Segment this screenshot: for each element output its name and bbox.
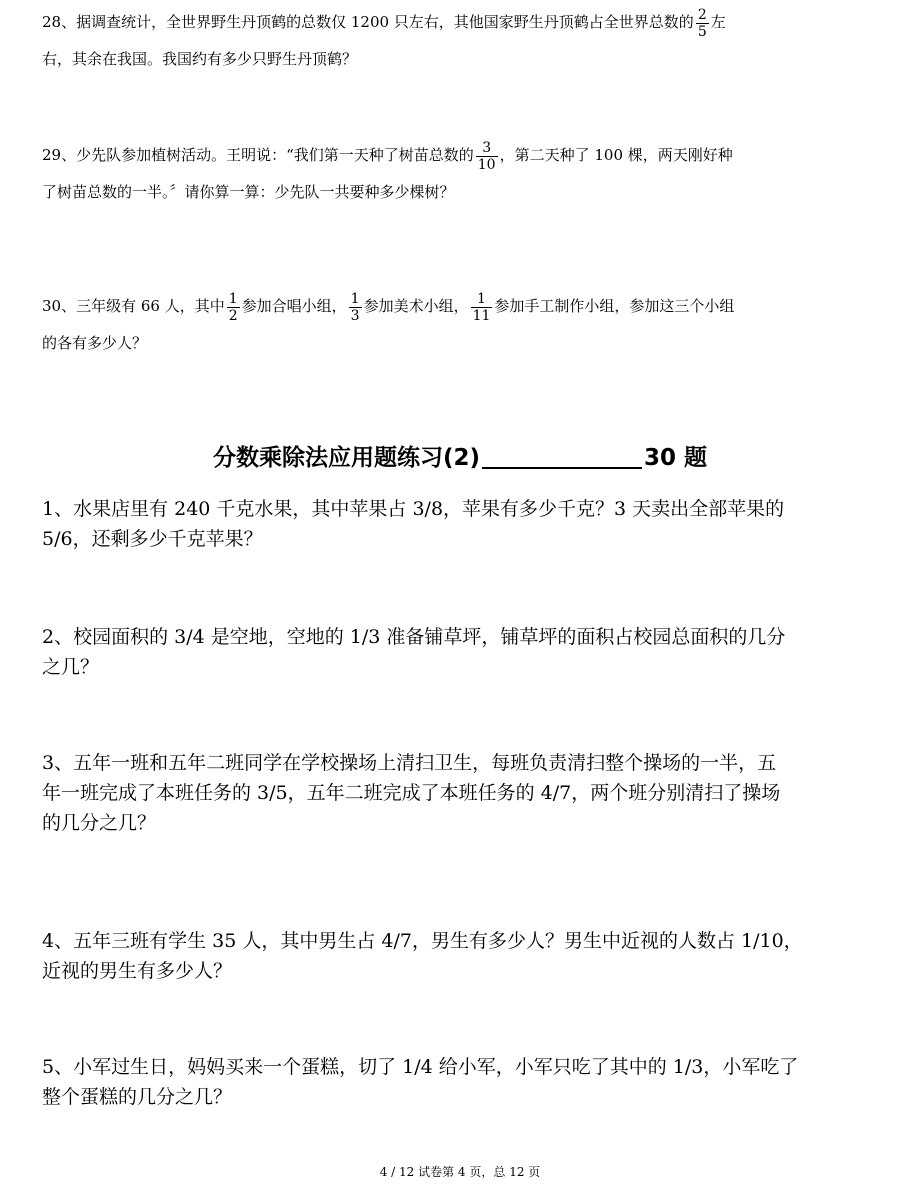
question-30 — [42, 288, 872, 362]
problem-3 — [42, 748, 872, 838]
fraction: $\frac{2}{5}$ — [697, 6, 707, 40]
problem-2-line-2: 之几？ — [42, 656, 100, 678]
fraction: $\frac{3}{10}$ — [477, 139, 496, 173]
question-28-line-1: 28、据调查统计，全世界野生丹顶鹤的总数仅 1200 只左右，其他国家野生丹顶鹤占全世界总数的 $\frac{2}{5}$ 左 — [42, 6, 726, 40]
fraction: $\frac{1}{2}$ — [228, 290, 238, 324]
problem-1-line-2: 5/6，还剩多少千克苹果？ — [42, 528, 263, 550]
section-title-text: 分数乘除法应用题练习(2) — [212, 445, 480, 471]
problem-3-line-2: 年一班完成了本班任务的 3/5，五年二班完成了本班任务的 4/7，两个班分别清扫了操场 — [42, 782, 781, 804]
name-blank-line — [482, 443, 642, 469]
problem-4 — [42, 926, 872, 986]
section-title-count: 30 题 — [644, 445, 708, 471]
question-28 — [42, 4, 872, 78]
problem-2-line-1: 2、校园面积的 3/4 是空地，空地的 1/3 准备铺草坪，铺草坪的面积占校园总面积的几分 — [42, 626, 786, 648]
question-29-line-1: 29、少先队参加植树活动。王明说：“我们第一天种了树苗总数的 $\frac{3}{10}$ ，第二天种了 100 棵，两天刚好种 — [42, 139, 733, 173]
fraction: $\frac{1}{3}$ — [350, 290, 360, 324]
problem-2 — [42, 622, 872, 682]
question-29 — [42, 137, 872, 211]
problem-5-line-2: 整个蛋糕的几分之几？ — [42, 1086, 233, 1108]
problem-1-line-1: 1、水果店里有 240 千克水果，其中苹果占 3/8，苹果有多少千克？3 天卖出全部苹果的 — [42, 498, 785, 520]
section-title — [0, 441, 920, 475]
problem-3-line-3: 的几分之几？ — [42, 812, 157, 834]
fraction: $\frac{1}{11}$ — [472, 290, 491, 324]
question-28-line-2: 右，其余在我国。我国约有多少只野生丹顶鹤？ — [42, 50, 358, 68]
problem-3-line-1: 3、五年一班和五年二班同学在学校操场上清扫卫生，每班负责清扫整个操场的一半，五 — [42, 752, 777, 774]
page-footer: 4 / 12 试卷第 4 页，总 12 页 — [379, 1165, 541, 1179]
problem-5-line-1: 5、小军过生日，妈妈买来一个蛋糕，切了 1/4 给小军，小军只吃了其中的 1/3，小军吃了 — [42, 1056, 799, 1078]
problem-5 — [42, 1052, 872, 1112]
question-29-line-2: 了树苗总数的一半。〞请你算一算：少先队一共要种多少棵树？ — [42, 183, 455, 201]
question-30-line-2: 的各有多少人？ — [42, 334, 148, 352]
question-30-line-1: 30、三年级有 66 人，其中 $\frac{1}{2}$ 参加合唱小组， $\frac{1}{3}$ 参加美术小组， $\frac{1}{11}$ 参加手工制作小组，参加这三个小组 — [42, 290, 735, 324]
problem-4-line-1: 4、五年三班有学生 35 人，其中男生占 4/7，男生有多少人？男生中近视的人数占 1/10， — [42, 930, 803, 952]
problem-4-line-2: 近视的男生有多少人？ — [42, 960, 233, 982]
problem-1 — [42, 494, 872, 554]
